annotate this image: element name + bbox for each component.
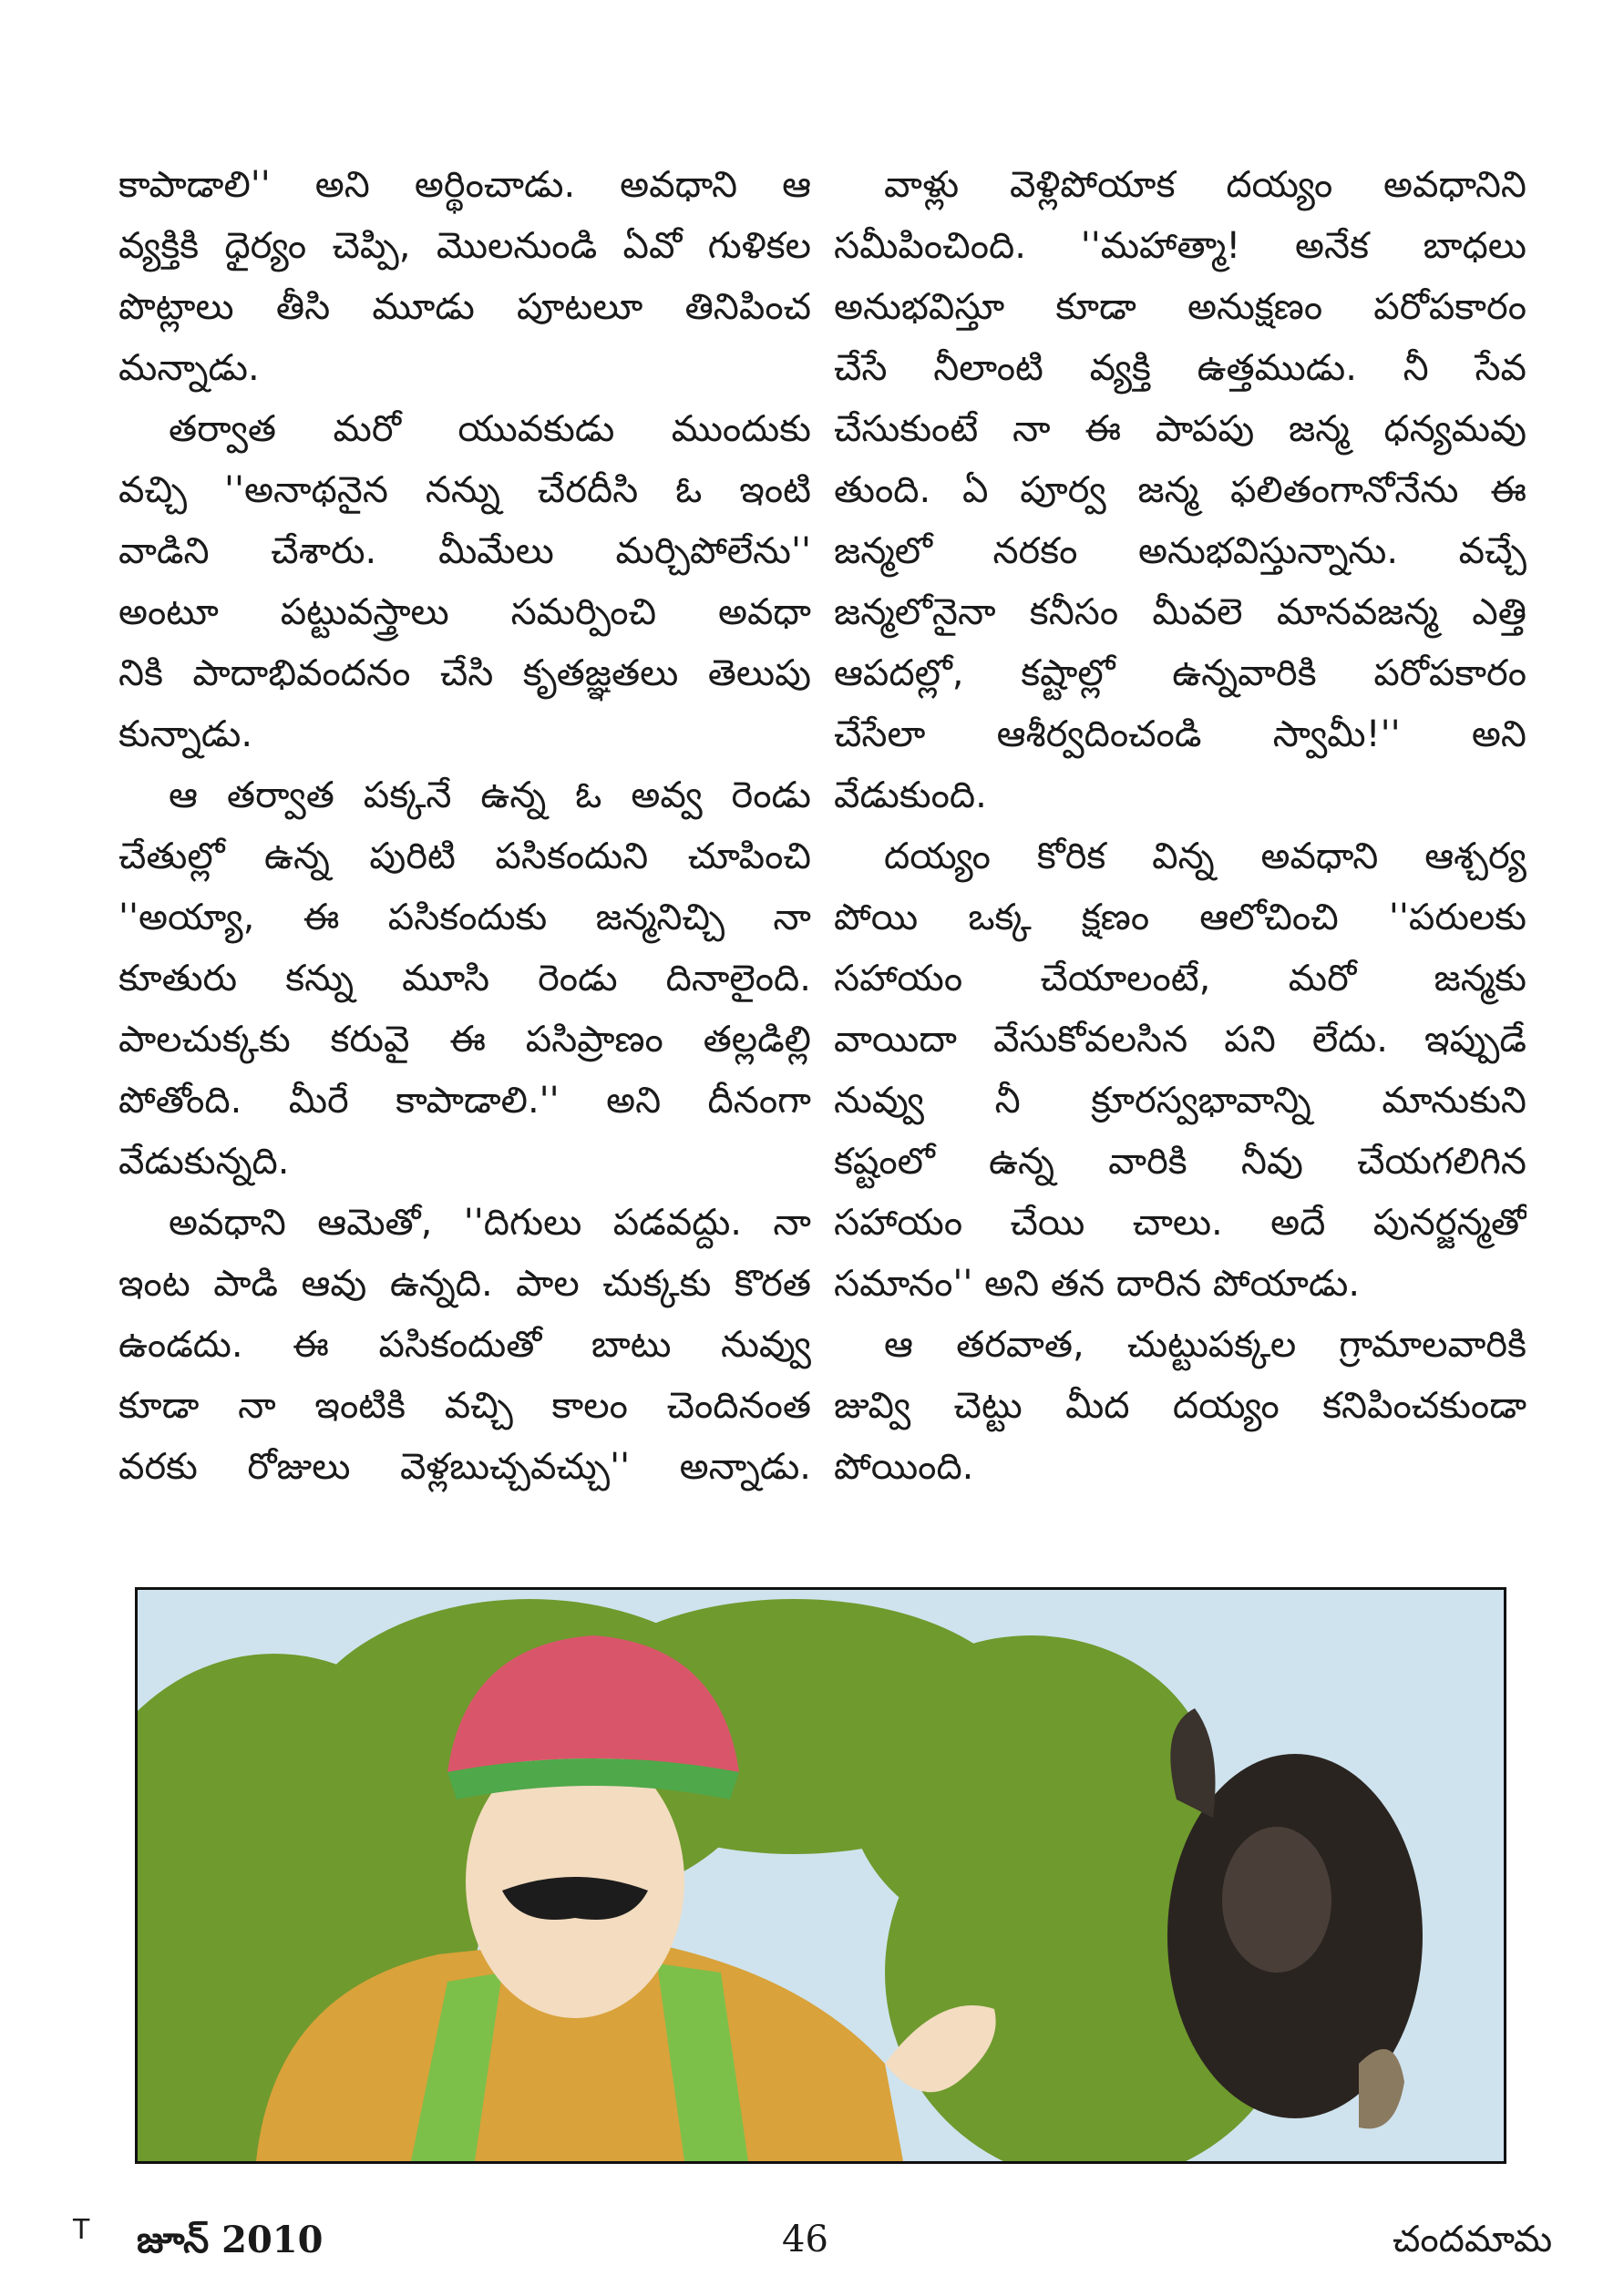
text-line: ఇంట పాడి ఆవు ఉన్నది. పాల చుక్కకు కొరత	[118, 1263, 811, 1305]
text-line: పొట్లాలు తీసి మూడు పూటలూ తినిపించ	[118, 286, 811, 328]
corner-mark: T	[73, 2214, 90, 2246]
text-line: సమీపించింది. ''మహాత్మా! అనేక బాధలు	[834, 225, 1526, 267]
text-line: జువ్వి చెట్టు మీద దయ్యం కనిపించకుండా	[834, 1385, 1526, 1427]
text-line: చేసుకుంటే నా ఈ పాపపు జన్మ ధన్యమవు	[834, 408, 1526, 450]
text-line: కూతురు కన్ను మూసి రెండు దినాలైంది.	[118, 958, 811, 999]
text-line: పోతోంది. మీరే కాపాడాలి.'' అని దీనంగా	[118, 1080, 811, 1122]
magazine-name: చందమామ	[1393, 2219, 1553, 2260]
text-line: వాడిని చేశారు. మీమేలు మర్చిపోలేను''	[118, 530, 811, 572]
text-line: జన్మలోనైనా కనీసం మీవలె మానవజన్మ ఎత్తి	[834, 591, 1526, 633]
illustration-drawing	[138, 1590, 1504, 2161]
text-line: వచ్చి ''అనాథనైన నన్ను చేరదీసి ఓ ఇంటి	[118, 469, 811, 511]
text-line: ఉండదు. ఈ పసికందుతో బాటు నువ్వు	[118, 1324, 811, 1366]
text-line: చేతుల్లో ఉన్న పురిటి పసికందుని చూపించి	[118, 835, 811, 877]
text-line: నికి పాదాభివందనం చేసి కృతజ్ఞతలు తెలుపు	[118, 652, 811, 694]
right-text-column	[834, 155, 1526, 1498]
text-line: సమానం'' అని తన దారిన పోయాడు.	[834, 1263, 1361, 1305]
text-line: అంటూ పట్టువస్త్రాలు సమర్పించి అవధా	[118, 591, 811, 633]
text-line: తర్వాత మరో యువకుడు ముందుకు	[169, 408, 811, 450]
text-line: అనుభవిస్తూ కూడా అనుక్షణం పరోపకారం	[834, 286, 1526, 328]
text-line: ఆ తర్వాత పక్కనే ఉన్న ఓ అవ్వ రెండు	[169, 774, 811, 816]
text-line: వరకు రోజులు వెళ్లబుచ్చవచ్చు'' అన్నాడు.	[118, 1446, 811, 1488]
text-line: కున్నాడు.	[118, 713, 253, 755]
text-line: చేసే నీలాంటి వ్యక్తి ఉత్తముడు. నీ సేవ	[834, 347, 1526, 389]
text-line: పోయింది.	[834, 1446, 974, 1488]
text-line: నువ్వు నీ క్రూరస్వభావాన్ని మానుకుని	[834, 1080, 1526, 1122]
text-line: కష్టంలో ఉన్న వారికి నీవు చేయగలిగిన	[834, 1141, 1526, 1183]
text-line: సహాయం చేయాలంటే, మరో జన్మకు	[834, 958, 1526, 999]
text-line: వాయిదా వేసుకోవలసిన పని లేదు. ఇప్పుడే	[834, 1019, 1526, 1061]
text-line: కూడా నా ఇంటికి వచ్చి కాలం చెందినంత	[118, 1385, 811, 1427]
text-line: ఆ తరవాత, చుట్టుపక్కల గ్రామాలవారికి	[884, 1324, 1526, 1366]
story-illustration	[135, 1587, 1506, 2164]
text-line: మన్నాడు.	[118, 347, 260, 389]
text-line: కాపాడాలి'' అని అర్థించాడు. అవధాని ఆ	[118, 164, 811, 206]
text-line: దయ్యం కోరిక విన్న అవధాని ఆశ్చర్య	[884, 835, 1526, 877]
ghost-face	[1222, 1827, 1331, 1973]
text-line: పోయి ఒక్క క్షణం ఆలోచించి ''పరులకు	[834, 897, 1526, 938]
text-line: జన్మలో నరకం అనుభవిస్తున్నాను. వచ్చే	[834, 530, 1526, 572]
text-line: సహాయం చేయి చాలు. అదే పునర్జన్మతో	[834, 1202, 1526, 1244]
text-line: వేడుకున్నది.	[118, 1141, 290, 1183]
text-line: పాలచుక్కకు కరువై ఈ పసిప్రాణం తల్లడిల్లి	[118, 1019, 811, 1061]
text-line: వ్యక్తికి ధైర్యం చెప్పి, మొలనుండి ఏవో గుళికల	[118, 225, 811, 267]
page-number: 46	[782, 2219, 828, 2260]
text-line: అవధాని ఆమెతో, ''దిగులు పడవద్దు. నా	[169, 1202, 811, 1244]
text-line: ''అయ్యా, ఈ పసికందుకు జన్మనిచ్చి నా	[118, 897, 811, 938]
text-line: చేసేలా ఆశీర్వదించండి స్వామీ!'' అని	[834, 713, 1526, 755]
issue-date: జూన్ 2010	[137, 2219, 324, 2261]
text-line: తుంది. ఏ పూర్వ జన్మ ఫలితంగానోనేను ఈ	[834, 469, 1526, 511]
left-text-column	[118, 155, 811, 1498]
text-line: వాళ్లు వెళ్లిపోయాక దయ్యం అవధానిని	[884, 164, 1526, 206]
text-line: వేడుకుంది.	[834, 774, 987, 816]
text-line: ఆపదల్లో, కష్టాల్లో ఉన్నవారికి పరోపకారం	[834, 652, 1526, 694]
